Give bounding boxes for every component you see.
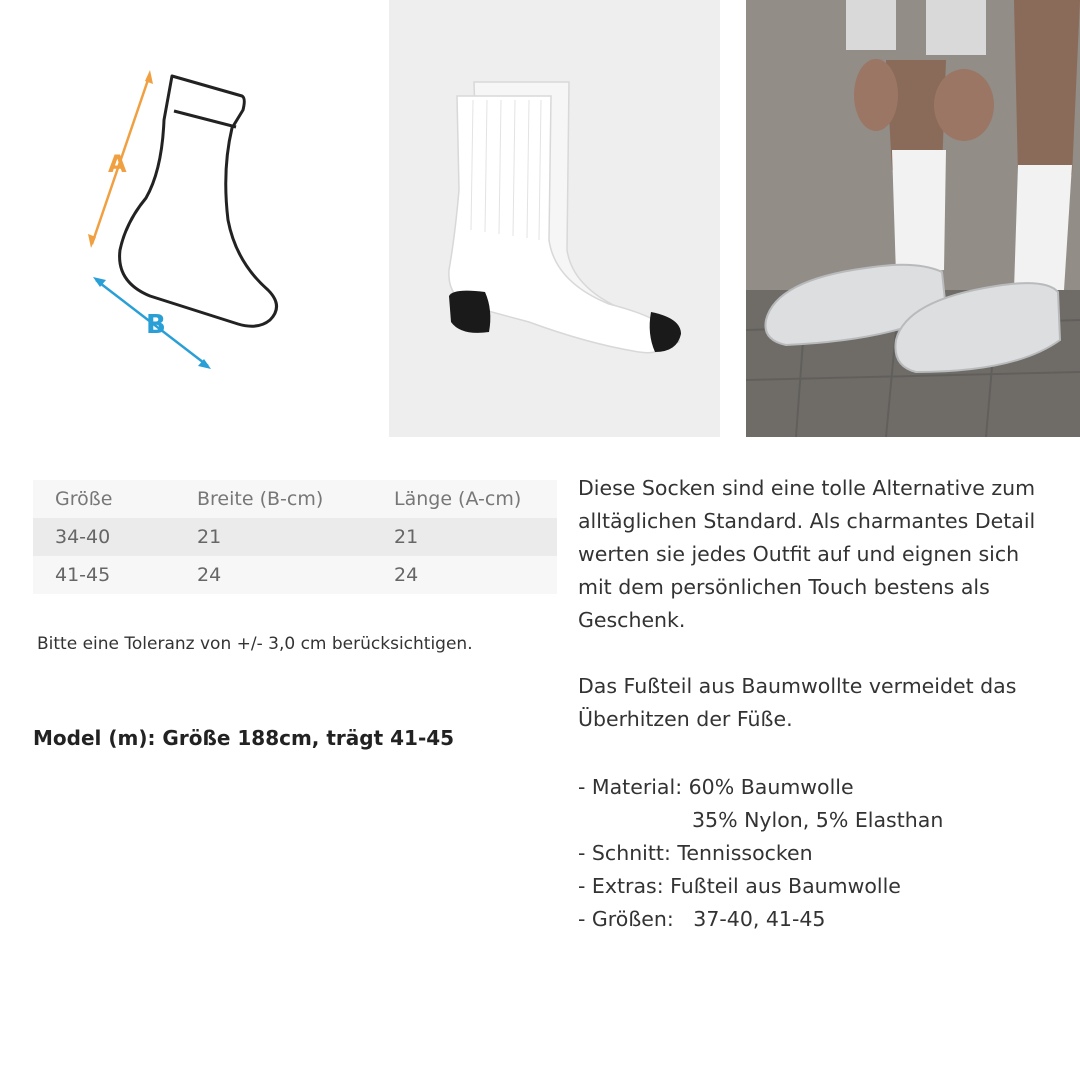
table-row [33, 518, 557, 556]
header-laenge: Länge (A-cm) [394, 488, 522, 510]
sock-measurement-diagram [0, 0, 380, 437]
spec-groessen: - Größen: 37-40, 41-45 [578, 907, 826, 931]
description-line: Diese Socken sind eine tolle Alternative zum [578, 476, 1036, 500]
spec-extras: - Extras: Fußteil aus Baumwolle [578, 874, 901, 898]
cell-size: 34-40 [55, 526, 111, 548]
description-paragraph-2 [578, 670, 1068, 736]
spec-material-cont: 35% Nylon, 5% Elasthan [692, 808, 944, 832]
spec-list [578, 771, 943, 936]
product-image-socks [389, 0, 720, 437]
description-paragraph-1 [578, 472, 1068, 637]
cell-length: 21 [394, 526, 419, 548]
size-table [33, 480, 557, 594]
cell-width: 21 [197, 526, 222, 548]
model-image-sneakers [746, 0, 1080, 437]
cell-length: 24 [394, 564, 419, 586]
description-line: Überhitzen der Füße. [578, 707, 793, 731]
size-table-header [33, 480, 557, 518]
model-size-note: Model (m): Größe 188cm, trägt 41-45 [33, 726, 455, 750]
description-line: mit dem persönlichen Touch bestens als [578, 575, 990, 599]
white-sock-icon [389, 0, 720, 437]
description-line: werten sie jedes Outfit auf und eignen sich [578, 542, 1020, 566]
cell-size: 41-45 [55, 564, 111, 586]
header-groesse: Größe [55, 488, 113, 510]
cell-width: 24 [197, 564, 222, 586]
label-b: B [146, 310, 166, 340]
description-line: Das Fußteil aus Baumwollte vermeidet das [578, 674, 1017, 698]
spec-schnitt: - Schnitt: Tennissocken [578, 841, 813, 865]
header-breite: Breite (B-cm) [197, 488, 324, 510]
label-a: A [108, 150, 127, 178]
model-legs-icon [746, 0, 1080, 437]
spec-material: - Material: 60% Baumwolle [578, 775, 854, 799]
description-line: alltäglichen Standard. Als charmantes Detail [578, 509, 1036, 533]
description-line: Geschenk. [578, 608, 686, 632]
sock-outline-icon [0, 0, 380, 437]
table-row [33, 556, 557, 594]
tolerance-note: Bitte eine Toleranz von +/- 3,0 cm berücksichtigen. [37, 634, 473, 654]
